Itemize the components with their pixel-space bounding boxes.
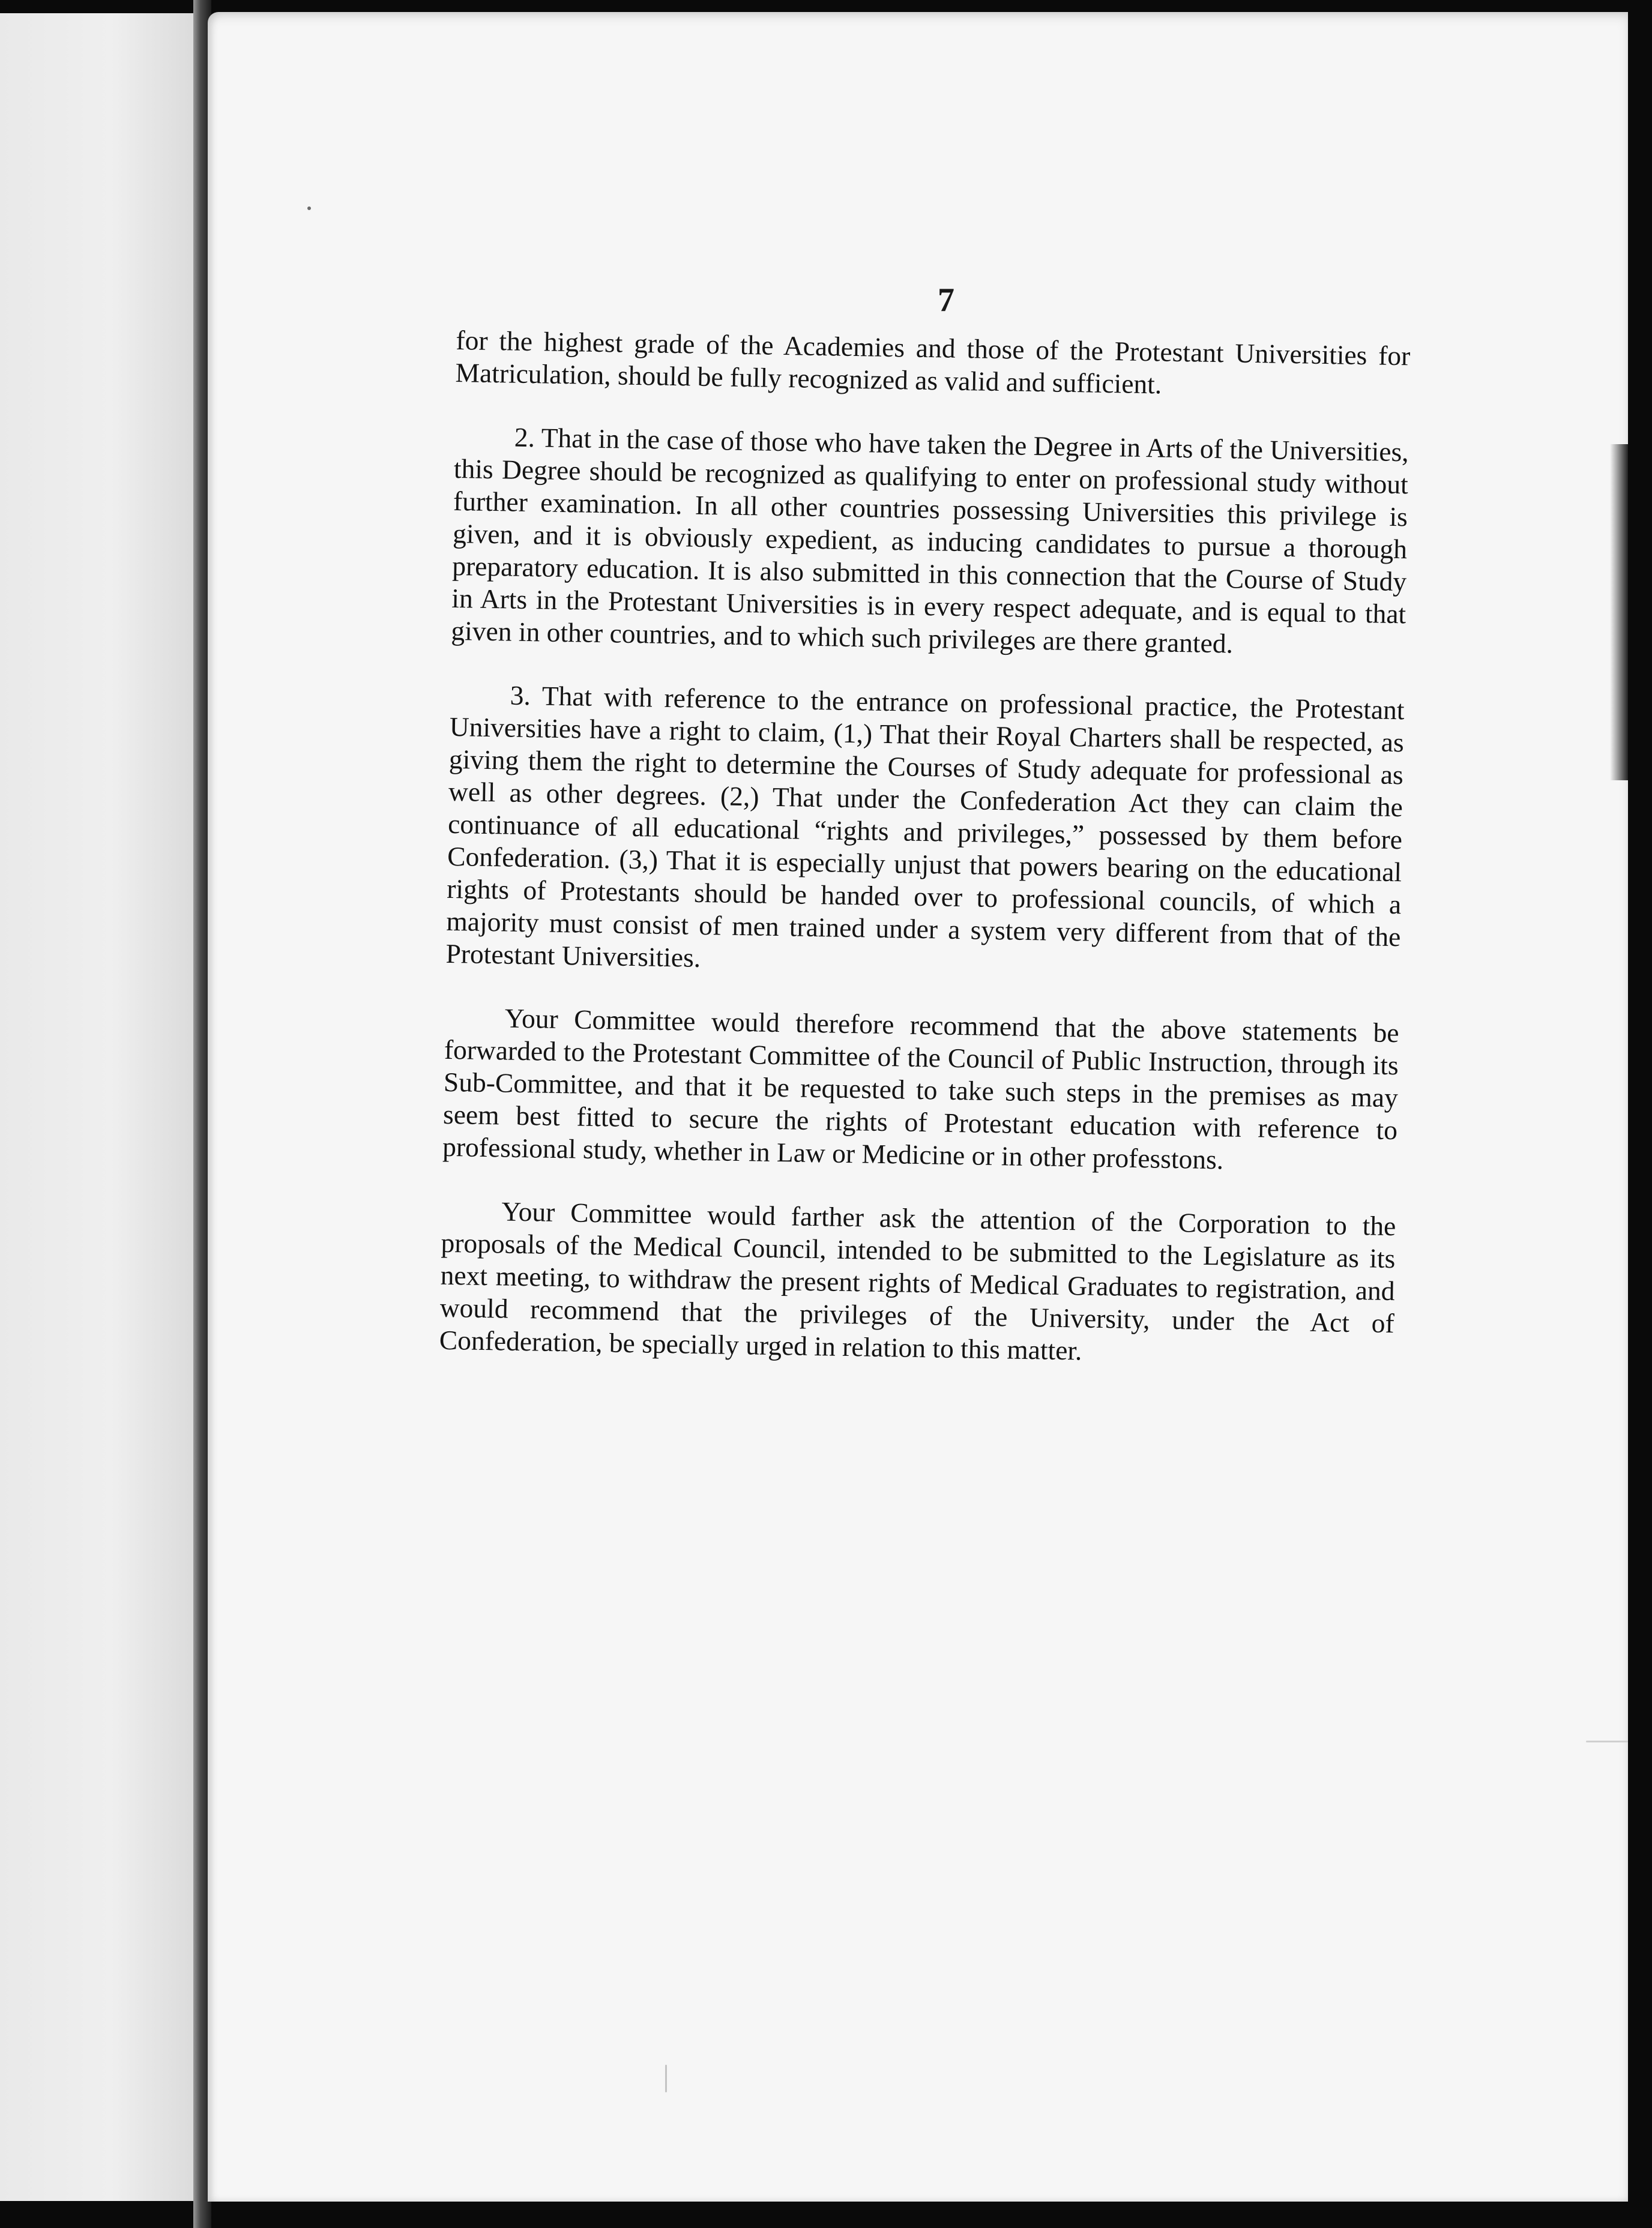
paragraph-continuation: for the highest grade of the Academies and those of the Protestant Universities for Matriculation, should be fully recognized as valid and sufficient.: [455, 324, 1411, 400]
paragraph-point-3: 3. That with reference to the entrance on professional practice, the Protestant Universities have a right to claim, (1,) That their Royal Charters shall be respected, as giving them the right to determine the Courses of Study adequate for professional as well as other degrees. (2,) That under the Confederation Act they can claim the continuance of all educational “rights and privileges,” possessed by them before Confederation. (3,) That it is especially unjust that powers bearing on the educational rights of Protestants should be handed over to professional councils, of which a majority must consist of men trained under a system very different from that of the Protestant Universities.: [445, 679, 1405, 973]
scan-speck: [307, 206, 311, 210]
scan-speck: [1586, 1741, 1628, 1742]
page-number: 7: [938, 282, 954, 319]
document-body: [439, 324, 1411, 1403]
left-page-edge: [0, 13, 203, 2201]
page-edge-shadow: [1610, 444, 1628, 780]
paragraph-recommendation: Your Committee would therefore recommend that the above statements be forwarded to the Protestant Committee of the Council of Public Instruction, through its Sub-Committee, and that it be requested to take such steps in the premises as may seem best fitted to secure the rights of Protestant education with reference to professional study, whether in Law or Medicine or in other professtons.: [442, 1002, 1400, 1175]
paragraph-point-2: 2. That in the case of those who have taken the Degree in Arts of the Universities, this Degree should be recognized as qualifying to enter on professional study without further examination. In all other countries possessing Universities this privilege is given, and it is obviously expedient, as inducing candidates to pursue a thorough preparatory education. It is also submitted in this connection that the Course of Study in Arts in the Protestant Universities is in every respect adequate, and is equal to that given in other countries, and to which such privileges are there granted.: [451, 421, 1409, 659]
paragraph-medical-council: Your Committee would farther ask the attention of the Corporation to the proposals of the Medical Council, intended to be submitted to the Legislature as its next meeting, to withdraw the present rights of Medical Graduates to registration, and would recommend that the privileges of the University, under the Act of Confederation, be specially urged in relation to this matter.: [439, 1196, 1396, 1366]
scan-speck: [665, 2065, 667, 2092]
